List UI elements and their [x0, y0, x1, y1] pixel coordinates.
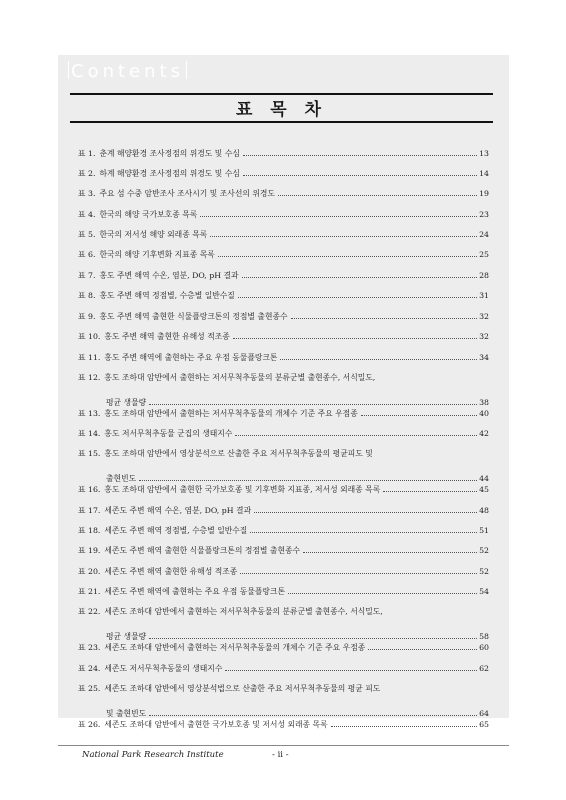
toc-entry[interactable]	[78, 428, 489, 439]
toc-entry-text: 주요 섬 수중 암반조사 조사시기 및 조사선의 위경도	[99, 189, 275, 198]
toc-leader-dots	[218, 255, 477, 257]
toc-entry[interactable]	[78, 663, 489, 674]
toc-entry[interactable]	[78, 545, 489, 556]
toc-leader-dots	[250, 531, 477, 533]
toc-entry-label: 표 25.	[78, 684, 101, 693]
toc-entry-page: 38	[479, 398, 489, 407]
toc-entry-label: 표 19.	[78, 546, 101, 555]
toc-entry[interactable]	[78, 484, 489, 495]
toc-entry[interactable]	[78, 566, 489, 577]
toc-entry-text: 홍도 주변 해역 수온, 염분, DO, pH 결과	[99, 271, 239, 280]
toc-entry-label: 표 8.	[78, 291, 96, 300]
toc-entry[interactable]	[78, 372, 489, 408]
toc-leader-dots	[225, 669, 477, 671]
toc-entry-label: 표 11.	[78, 353, 101, 362]
toc-entry-text: 세존도 조하대 암반에서 출현하는 저서무척추동물의 분류군별 출현종수, 서식밀도,	[104, 607, 383, 616]
toc-leader-dots	[240, 572, 477, 574]
toc-entry-label: 표 21.	[78, 587, 101, 596]
toc-leader-dots	[280, 358, 477, 360]
toc-entry-label: 표 10.	[78, 332, 101, 341]
toc-leader-dots	[291, 317, 478, 319]
toc-entry-label: 표 6.	[78, 250, 96, 259]
toc-entry[interactable]	[78, 448, 489, 484]
toc-entry-label: 표 1.	[78, 149, 96, 158]
toc-entry-text: 홍도 저서무척추동물 군집의 생태지수	[104, 429, 233, 438]
toc-entry-text: 홍도 주변 해역 출현한 식물플랑크톤의 정점별 출현종수	[99, 312, 288, 321]
toc-entry-label: 표 2.	[78, 169, 96, 178]
toc-entry-label: 표 4.	[78, 210, 96, 219]
toc-entry-label: 표 14.	[78, 429, 101, 438]
toc-entry-text: 춘계 해양환경 조사정점의 위경도 및 수심	[99, 149, 240, 158]
toc-entry-page: 34	[479, 353, 489, 362]
toc-entry[interactable]	[78, 331, 489, 342]
toc-entry-text: 한국의 해양 기후변화 지표종 목록	[99, 250, 215, 259]
toc-entry-page: 14	[479, 169, 489, 178]
toc-entry-text: 세존도 저서무척추동물의 생태지수	[104, 664, 223, 673]
toc-entry-text: 홍도 조하대 암반에서 출현한 국가보호종 및 기후변화 지표종, 저서성 외래종 목록	[104, 485, 381, 494]
toc-entry[interactable]	[78, 683, 489, 719]
toc-entry[interactable]	[78, 505, 489, 516]
toc-entry-label: 표 3.	[78, 189, 96, 198]
toc-entry-label: 표 24.	[78, 664, 101, 673]
toc-entry-text: 출현빈도	[106, 474, 137, 483]
toc-leader-dots	[254, 511, 477, 513]
toc-entry-text: 및 출현빈도	[106, 709, 147, 718]
toc-entry[interactable]	[78, 249, 489, 260]
toc-leader-dots	[149, 637, 477, 639]
toc-entry-label: 표 16.	[78, 485, 101, 494]
toc-entry-page: 28	[479, 271, 489, 280]
toc-entry-page: 54	[479, 587, 489, 596]
contents-label-text: Contents	[71, 61, 184, 82]
toc-entry[interactable]	[78, 642, 489, 653]
toc-leader-dots	[383, 490, 477, 492]
toc-entry-page: 19	[479, 189, 489, 198]
toc-leader-dots	[233, 337, 477, 339]
footer-page-number: - ii -	[272, 750, 289, 760]
toc-entry-label: 표 20.	[78, 567, 101, 576]
toc-leader-dots	[210, 235, 477, 237]
toc-entry-page: 52	[479, 546, 489, 555]
toc-entry-text: 세존도 주변 해역 수온, 염분, DO, pH 결과	[104, 506, 252, 515]
toc-entry-page: 60	[479, 643, 489, 652]
toc-entry[interactable]	[78, 408, 489, 419]
toc-entry-page: 25	[479, 250, 489, 259]
toc-entry-page: 51	[479, 526, 489, 535]
toc-leader-dots	[278, 194, 477, 196]
toc-entry[interactable]	[78, 270, 489, 281]
toc-entry-text: 홍도 조하대 암반에서 출현하는 저서무척추동물의 개체수 기준 주요 우점종	[104, 409, 358, 418]
toc-entry[interactable]	[78, 229, 489, 240]
toc-leader-dots	[368, 648, 477, 650]
toc-entry-page: 44	[479, 474, 489, 483]
toc-entry-label: 표 13.	[78, 409, 101, 418]
toc-entry-page: 32	[479, 332, 489, 341]
toc-entry[interactable]	[78, 525, 489, 536]
footer-institute: National Park Research Institute	[82, 750, 224, 760]
toc-entry-page: 13	[479, 149, 489, 158]
toc-entry-label: 표 5.	[78, 230, 96, 239]
toc-leader-dots	[242, 276, 477, 278]
toc-leader-dots	[288, 592, 477, 594]
toc-entry-page: 45	[479, 485, 489, 494]
toc-entry-text: 하계 해양환경 조사정점의 위경도 및 수심	[99, 169, 240, 178]
toc-entry-page: 48	[479, 506, 489, 515]
toc-entry[interactable]	[78, 719, 489, 730]
toc-entry-page: 58	[479, 632, 489, 641]
toc-entry-text: 세존도 주변 해역 출현한 식물플랑크톤의 정점별 출현종수	[104, 546, 301, 555]
toc-entry-page: 52	[479, 567, 489, 576]
toc-entry-text: 평균 생물량	[106, 398, 147, 407]
toc-entry-text: 홍도 주변 해역에 출현하는 주요 우점 동물플랑크톤	[104, 353, 278, 362]
toc-entry-page: 24	[479, 230, 489, 239]
toc-entry[interactable]	[78, 352, 489, 363]
toc-entry-label: 표 26.	[78, 720, 101, 729]
contents-panel	[58, 55, 509, 729]
toc-entry-text: 세존도 조하대 암반에서 출현한 국가보호종 및 저서성 외래종 목록	[104, 720, 328, 729]
toc-entry-text: 홍도 주변 해역 출현한 유해성 적조종	[104, 332, 230, 341]
toc-entry-text: 홍도 주변 해역 정점별, 수층별 일반수질	[99, 291, 235, 300]
toc-leader-dots	[303, 551, 477, 553]
toc-entry-page: 32	[479, 312, 489, 321]
toc-entry[interactable]	[78, 188, 489, 199]
toc-entry-label: 표 22.	[78, 607, 101, 616]
toc-entry-text: 한국의 해양 국가보호종 목록	[99, 210, 198, 219]
toc-entry-text: 홍도 조하대 암반에서 출현하는 저서무척추동물의 분류군별 출현종수, 서식밀도,	[104, 373, 376, 382]
toc-entry-text: 세존도 주변 해역 정점별, 수층별 일반수질	[104, 526, 248, 535]
toc-entry-label: 표 15.	[78, 449, 101, 458]
toc-entry[interactable]	[78, 148, 489, 159]
contents-label	[66, 61, 189, 82]
toc-entry[interactable]	[78, 606, 489, 642]
toc-entry-label: 표 23.	[78, 643, 101, 652]
toc-entry-page: 31	[479, 291, 489, 300]
toc-entry-label: 표 18.	[78, 526, 101, 535]
toc-leader-dots	[361, 414, 477, 416]
toc-entry-page: 65	[479, 720, 489, 729]
toc-entry-page: 40	[479, 409, 489, 418]
toc-leader-dots	[200, 215, 477, 217]
toc-leader-dots	[243, 154, 477, 156]
page-title: 표 목 차	[235, 100, 328, 120]
toc-entry-text: 세존도 조하대 암반에서 영상분석법으로 산출한 주요 저서무척추동물의 평균 피도	[104, 684, 381, 693]
toc-entry-text: 한국의 저서성 해양 외래종 목록	[99, 230, 208, 239]
toc-leader-dots	[238, 296, 477, 298]
toc-entry-text: 평균 생물량	[106, 632, 147, 641]
toc-entry-text: 세존도 주변 해역에 출현하는 주요 우점 동물플랑크톤	[104, 587, 285, 596]
toc-entry[interactable]	[78, 311, 489, 322]
toc-entry[interactable]	[78, 290, 489, 301]
toc-entry-text: 세존도 주변 해역 출현한 유해성 적조종	[104, 567, 238, 576]
toc-entry-page: 23	[479, 210, 489, 219]
toc-entry-text: 홍도 조하대 암반에서 영상분석으로 산출한 주요 저서무척추동물의 평균피도 및	[104, 449, 373, 458]
toc-entry-page: 64	[479, 709, 489, 718]
toc-leader-dots	[149, 714, 477, 716]
toc-leader-dots	[139, 479, 477, 481]
toc-entry-label: 표 7.	[78, 271, 96, 280]
toc-entry[interactable]	[78, 209, 489, 220]
toc-leader-dots	[235, 434, 477, 436]
toc-entry-text: 세존도 조하대 암반에서 출현하는 저서무척추동물의 개체수 기준 주요 우점종	[104, 643, 366, 652]
toc-entry-page: 42	[479, 429, 489, 438]
toc-leader-dots	[243, 174, 477, 176]
toc-entry-label: 표 17.	[78, 506, 101, 515]
toc-entry-label: 표 12.	[78, 373, 101, 382]
title-rule-bottom	[70, 121, 493, 123]
toc-entry-page: 62	[479, 664, 489, 673]
toc-entry[interactable]	[78, 168, 489, 179]
toc-entry-label: 표 9.	[78, 312, 96, 321]
footer-rule	[58, 745, 509, 746]
toc-entry[interactable]	[78, 586, 489, 597]
toc-leader-dots	[331, 725, 477, 727]
toc-leader-dots	[149, 403, 477, 405]
